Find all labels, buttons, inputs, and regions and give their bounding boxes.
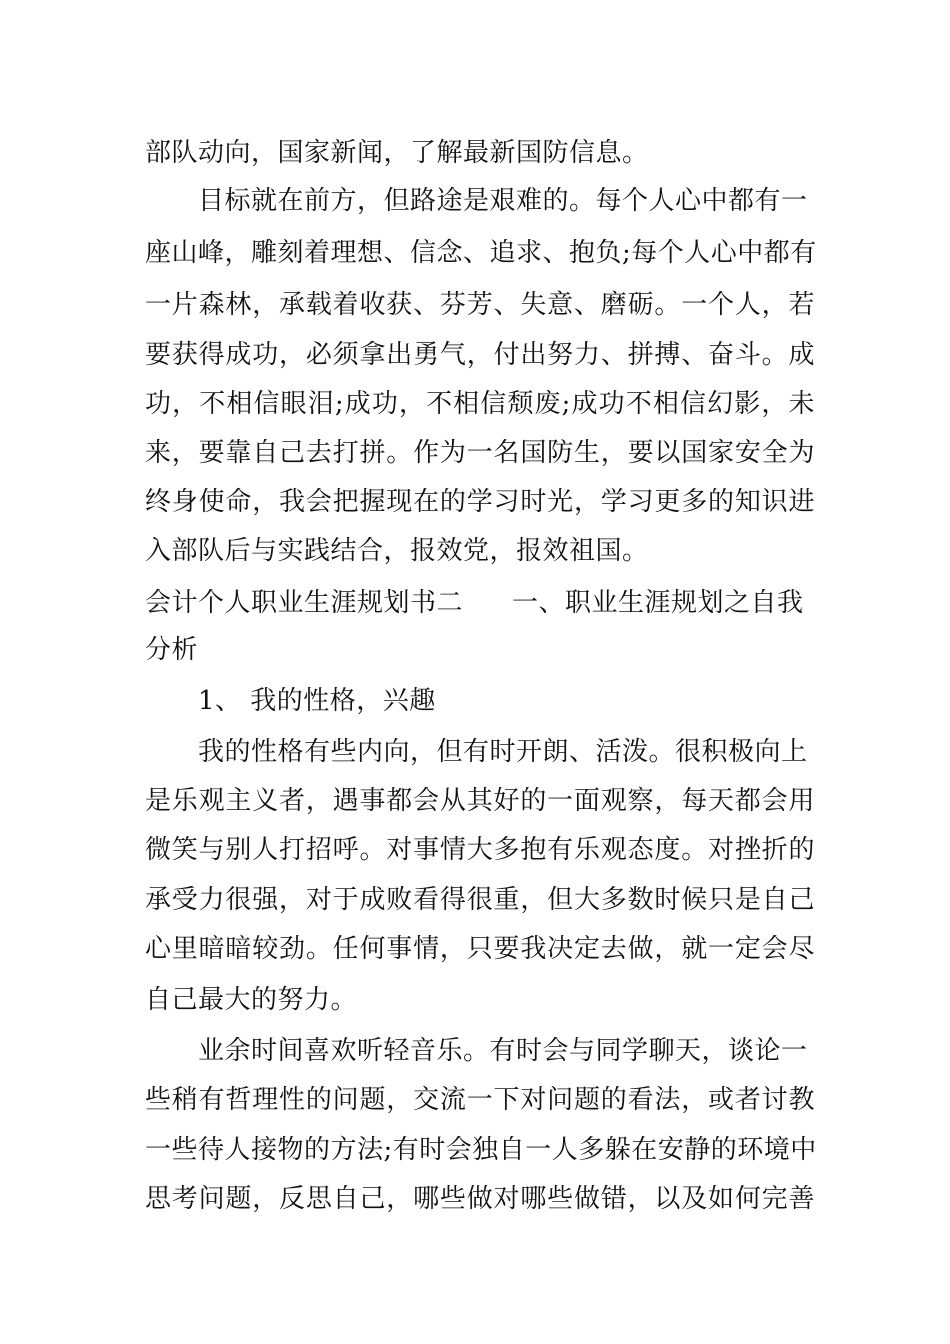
paragraph-first-line: 我的性格有些内向，但有时开朗、活泼。很积极向上 xyxy=(198,737,808,767)
text-line: 微笑与别人打招呼。对事情大多抱有乐观态度。对挫折的 xyxy=(145,835,815,865)
heading-subtitle: 一、职业生涯规划之自我 xyxy=(512,588,804,618)
text-line: 要获得成功，必须拿出勇气，付出努力、拼搏、奋斗。成 xyxy=(145,340,815,370)
text-line: 座山峰，雕刻着理想、信念、追求、抱负;每个人心中都有 xyxy=(145,238,817,268)
text-line: 是乐观主义者，遇事都会从其好的一面观察，每天都会用 xyxy=(145,786,815,816)
text-line: 自己最大的努力。 xyxy=(145,985,358,1015)
text-line: 心里暗暗较劲。任何事情，只要我决定去做，就一定会尽 xyxy=(145,934,815,964)
text-line: 终身使命，我会把握现在的学习时光，学习更多的知识进 xyxy=(145,487,815,517)
text-line: 入部队后与实践结合，报效党，报效祖国。 xyxy=(145,536,649,566)
heading-title: 会计个人职业生涯规划书二 xyxy=(145,588,464,618)
paragraph-first-line: 目标就在前方，但路途是艰难的。每个人心中都有一 xyxy=(198,186,808,216)
section-heading xyxy=(0,588,950,618)
text-line: 部队动向，国家新闻，了解最新国防信息。 xyxy=(145,138,649,168)
paragraph-first-line: 业余时间喜欢听轻音乐。有时会与同学聊天，谈论一 xyxy=(198,1036,808,1066)
text-line: 承受力很强，对于成败看得很重，但大多数时候只是自己 xyxy=(145,885,815,915)
text-line: 些稍有哲理性的问题，交流一下对问题的看法，或者讨教 xyxy=(145,1085,815,1115)
text-line: 来，要靠自己去打拼。作为一名国防生，要以国家安全为 xyxy=(145,438,815,468)
text-line: 功，不相信眼泪;成功，不相信颓废;成功不相信幻影，未 xyxy=(145,389,815,419)
text-line: 思考问题，反思自己，哪些做对哪些做错，以及如何完善 xyxy=(145,1184,815,1214)
text-line: 分析 xyxy=(145,635,199,665)
subheading: 1、 我的性格，兴趣 xyxy=(198,686,436,716)
text-line: 一片森林，承载着收获、芬芳、失意、磨砺。一个人，若 xyxy=(145,290,815,320)
text-line: 一些待人接物的方法;有时会独自一人多躲在安静的环境中 xyxy=(145,1135,817,1165)
